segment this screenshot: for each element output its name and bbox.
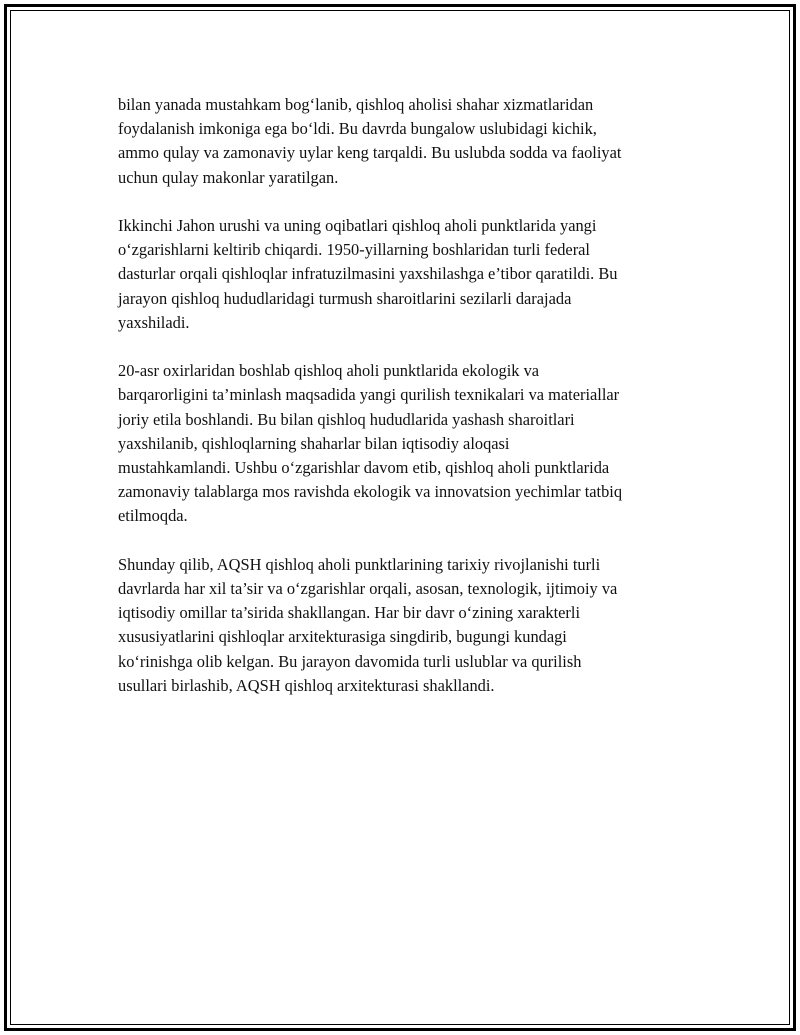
text-line: usullari birlashib, AQSH qishloq arxitekturasi shakllandi. bbox=[118, 675, 495, 695]
text-line: joriy etila boshlandi. Bu bilan qishloq hududlarida yashash sharoitlari bbox=[118, 409, 575, 429]
text-line: davrlarda har xil ta’sir va o‘zgarishlar orqali, asosan, texnologik, ijtimoiy va bbox=[118, 579, 618, 599]
text-line: Ikkinchi Jahon urushi va uning oqibatlari qishloq aholi punktlarida yangi bbox=[118, 216, 597, 235]
text-line: barqarorligini ta’minlash maqsadida yangi qurilish texnikalari va materiallar bbox=[118, 385, 620, 405]
text-line: ko‘rinishga olib kelgan. Bu jarayon davomida turli uslublar va qurilish bbox=[118, 651, 582, 671]
text-line: yaxshilanib, qishloqlarning shaharlar bilan iqtisodiy aloqasi bbox=[118, 433, 510, 453]
text-line: 20-asr oxirlaridan boshlab qishloq aholi punktlarida ekologik va bbox=[118, 361, 540, 381]
text-line: yaxshiladi. bbox=[118, 312, 190, 332]
text-line: etilmoqda. bbox=[118, 506, 188, 526]
text-line: ammo qulay va zamonaviy uylar keng tarqaldi. Bu uslubda sodda va faoliyat bbox=[118, 143, 622, 163]
text-line: dasturlar orqali qishloqlar infratuzilmasini yaxshilashga e’tibor qaratildi. Bu bbox=[118, 264, 618, 284]
text-line: o‘zgarishlarni keltirib chiqardi. 1950-yillarning boshlaridan turli federal bbox=[118, 240, 590, 260]
text-line: xususiyatlarini qishloqlar arxitekturasiga singdirib, bugungi kundagi bbox=[118, 627, 567, 647]
document-body bbox=[118, 93, 690, 722]
text-line: mustahkamlandi. Ushbu o‘zgarishlar davom etib, qishloq aholi punktlarida bbox=[118, 458, 610, 478]
text-line: foydalanish imkoniga ega bo‘ldi. Bu davrda bungalow uslubidagi kichik, bbox=[118, 119, 597, 139]
text-line: bilan yanada mustahkam bog‘lanib, qishloq aholisi shahar xizmatlaridan bbox=[118, 95, 594, 114]
text-line: Shunday qilib, AQSH qishloq aholi punktlarining tarixiy rivojlanishi turli bbox=[118, 554, 601, 574]
paragraph-4 bbox=[118, 553, 690, 698]
text-line: jarayon qishloq hududlaridagi turmush sharoitlarini sezilarli darajada bbox=[118, 288, 572, 308]
text-line: zamonaviy talablarga mos ravishda ekologik va innovatsion yechimlar tatbiq bbox=[118, 482, 623, 502]
paragraph-2 bbox=[118, 214, 690, 335]
paragraph-3 bbox=[118, 359, 690, 528]
text-line: uchun qulay makonlar yaratilgan. bbox=[118, 167, 339, 187]
text-line: iqtisodiy omillar ta’sirida shakllangan. Har bir davr o‘zining xarakterli bbox=[118, 603, 580, 623]
paragraph-1 bbox=[118, 93, 690, 190]
